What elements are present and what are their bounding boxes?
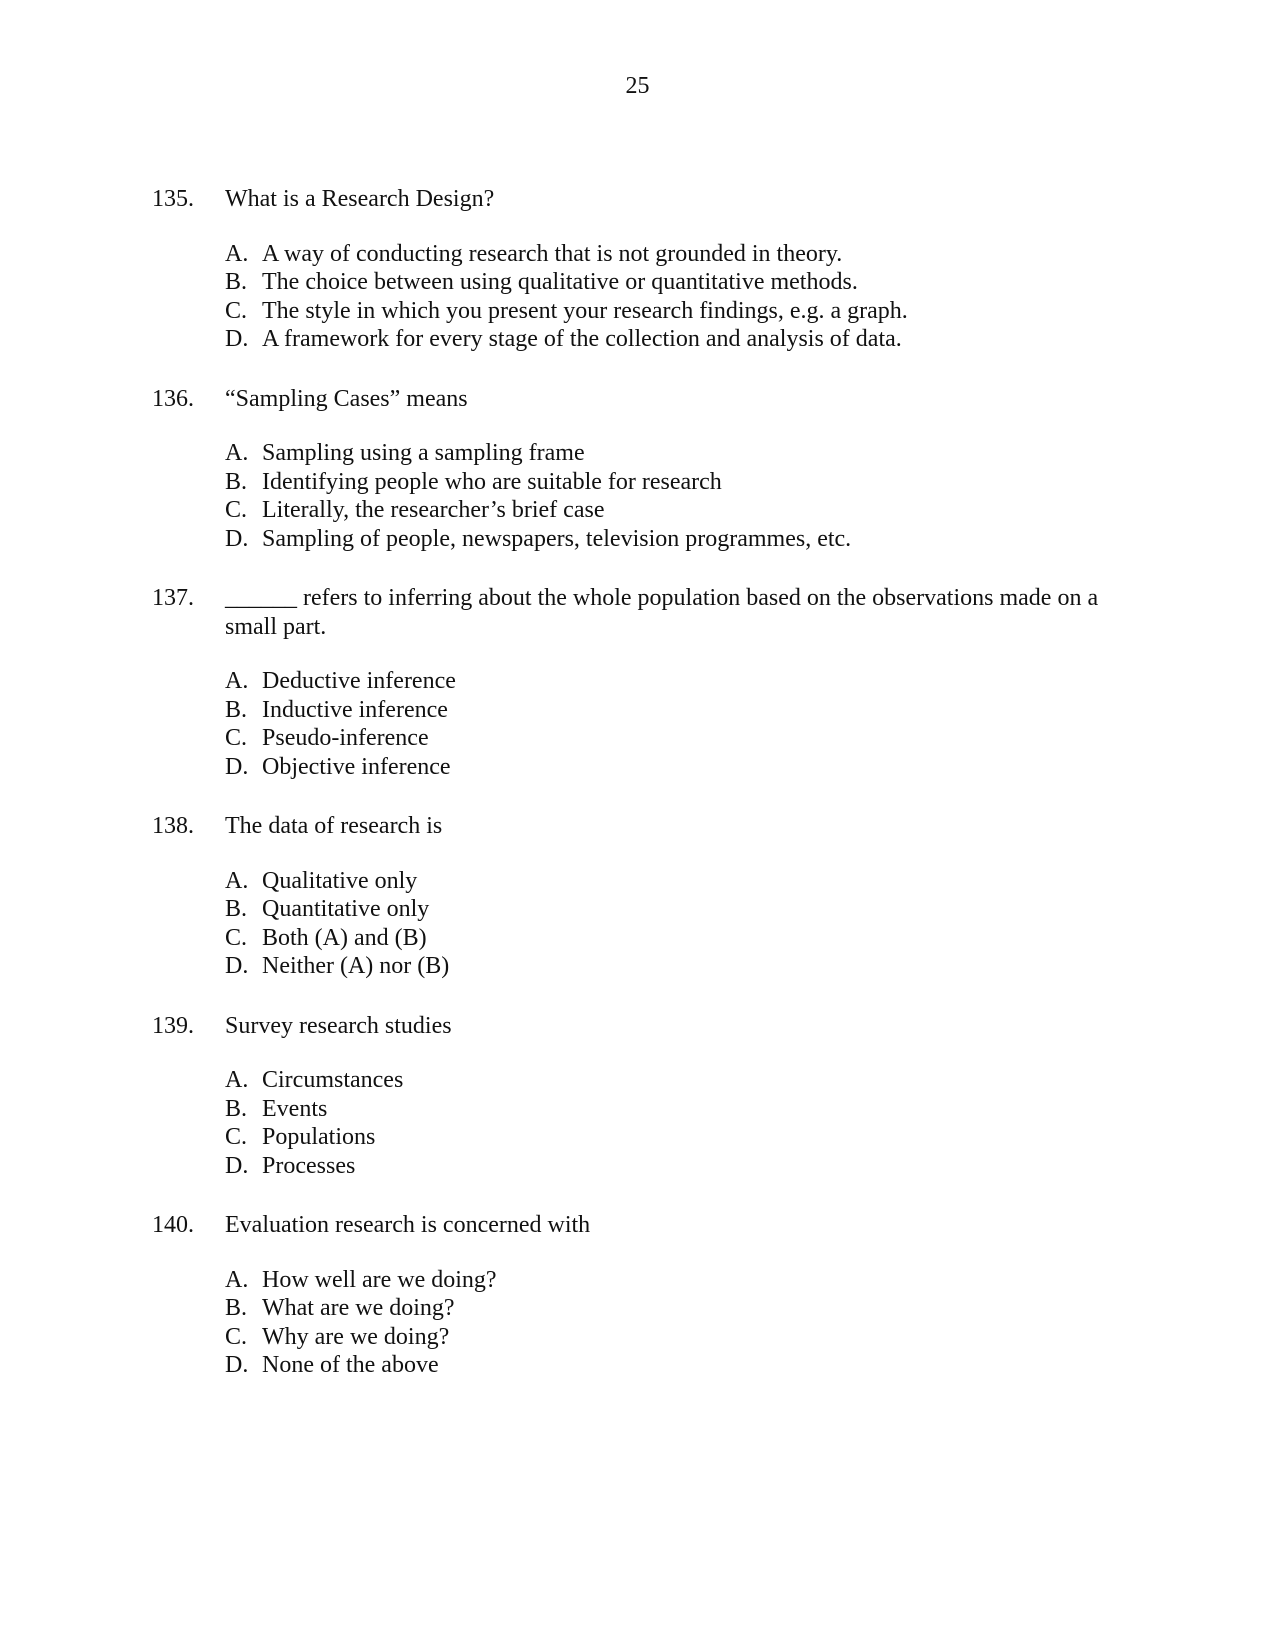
option-text: A framework for every stage of the collection and analysis of data. [262,326,902,352]
question-number: 136. [152,385,194,412]
option-text: What are we doing? [262,1295,455,1321]
option-c [225,724,1132,753]
question-137 [152,584,1132,781]
option-c [225,297,1132,326]
option-text: Neither (A) nor (B) [262,953,450,979]
option-b [225,268,1132,297]
option-letter: B. [225,696,248,723]
option-text: Inductive inference [262,696,448,723]
question-text: Survey research studies [225,1012,452,1039]
option-text: The style in which you present your research findings, e.g. a graph. [262,297,908,324]
option-a [225,867,1132,896]
option-text: Processes [262,1152,356,1179]
question-140 [152,1211,1132,1380]
option-text: Qualitative only [262,867,418,894]
option-text: Events [262,1095,328,1122]
option-text: Pseudo-inference [262,725,429,751]
option-list [225,1266,1132,1380]
option-text: Literally, the researcher’s brief case [262,497,605,523]
option-letter: B. [225,1295,248,1321]
option-letter: A. [225,440,249,466]
option-letter: D. [225,326,249,352]
option-letter: B. [225,468,248,495]
question-text: The data of research is [225,813,443,839]
option-c [225,496,1132,525]
option-letter: D. [225,953,249,979]
question-text: What is a Research Design? [225,186,495,212]
option-list [225,667,1132,781]
option-list [225,867,1132,981]
option-list [225,240,1132,354]
question-number: 139. [152,1012,194,1039]
option-c [225,924,1132,953]
option-d [225,952,1132,981]
option-text: Populations [262,1124,376,1150]
option-letter: A. [225,867,249,894]
option-d [225,753,1132,782]
option-letter: B. [225,896,248,922]
option-a [225,439,1132,468]
option-text: Identifying people who are suitable for research [262,468,722,495]
question-135 [152,185,1132,354]
option-letter: C. [225,1323,248,1350]
page-number: 25 [625,73,650,99]
option-d [225,1152,1132,1181]
option-c [225,1323,1132,1352]
option-d [225,525,1132,554]
question-list [152,185,1132,1411]
option-text: A way of conducting research that is not grounded in theory. [262,240,843,267]
option-text: Why are we doing? [262,1323,450,1350]
option-text: Circumstances [262,1067,404,1093]
question-138 [152,812,1132,981]
option-text: The choice between using qualitative or quantitative methods. [262,269,858,295]
option-letter: A. [225,1067,249,1093]
option-letter: C. [225,924,248,951]
option-a [225,667,1132,696]
option-b [225,895,1132,924]
option-text: Quantitative only [262,896,430,922]
question-136 [152,385,1132,554]
option-a [225,1066,1132,1095]
option-a [225,1266,1132,1295]
option-letter: C. [225,725,248,751]
question-number: 137. [152,585,194,611]
option-a [225,240,1132,269]
option-letter: D. [225,1152,249,1179]
option-text: None of the above [262,1352,439,1378]
option-letter: B. [225,269,248,295]
option-letter: A. [225,1266,249,1293]
option-letter: C. [225,497,248,523]
question-text: “Sampling Cases” means [225,385,468,412]
question-number: 140. [152,1212,194,1238]
option-list [225,1066,1132,1180]
option-text: Deductive inference [262,668,456,694]
option-b [225,1294,1132,1323]
option-letter: D. [225,1352,249,1378]
option-letter: A. [225,668,249,694]
option-c [225,1123,1132,1152]
question-number: 138. [152,813,194,839]
question-number: 135. [152,186,194,212]
option-letter: B. [225,1095,248,1122]
option-letter: D. [225,525,249,552]
option-letter: C. [225,297,248,324]
option-list [225,439,1132,553]
option-text: Objective inference [262,753,451,780]
option-text: How well are we doing? [262,1266,497,1293]
question-139 [152,1012,1132,1181]
option-d [225,325,1132,354]
option-d [225,1351,1132,1380]
option-b [225,468,1132,497]
question-text: ______ refers to inferring about the whole population based on the observations made on a small part. [225,585,1099,640]
option-b [225,696,1132,725]
option-letter: A. [225,240,249,267]
option-letter: D. [225,753,249,780]
option-text: Sampling of people, newspapers, television programmes, etc. [262,525,852,552]
option-text: Sampling using a sampling frame [262,440,585,466]
question-text: Evaluation research is concerned with [225,1212,591,1238]
option-b [225,1095,1132,1124]
option-text: Both (A) and (B) [262,924,427,951]
option-letter: C. [225,1124,248,1150]
